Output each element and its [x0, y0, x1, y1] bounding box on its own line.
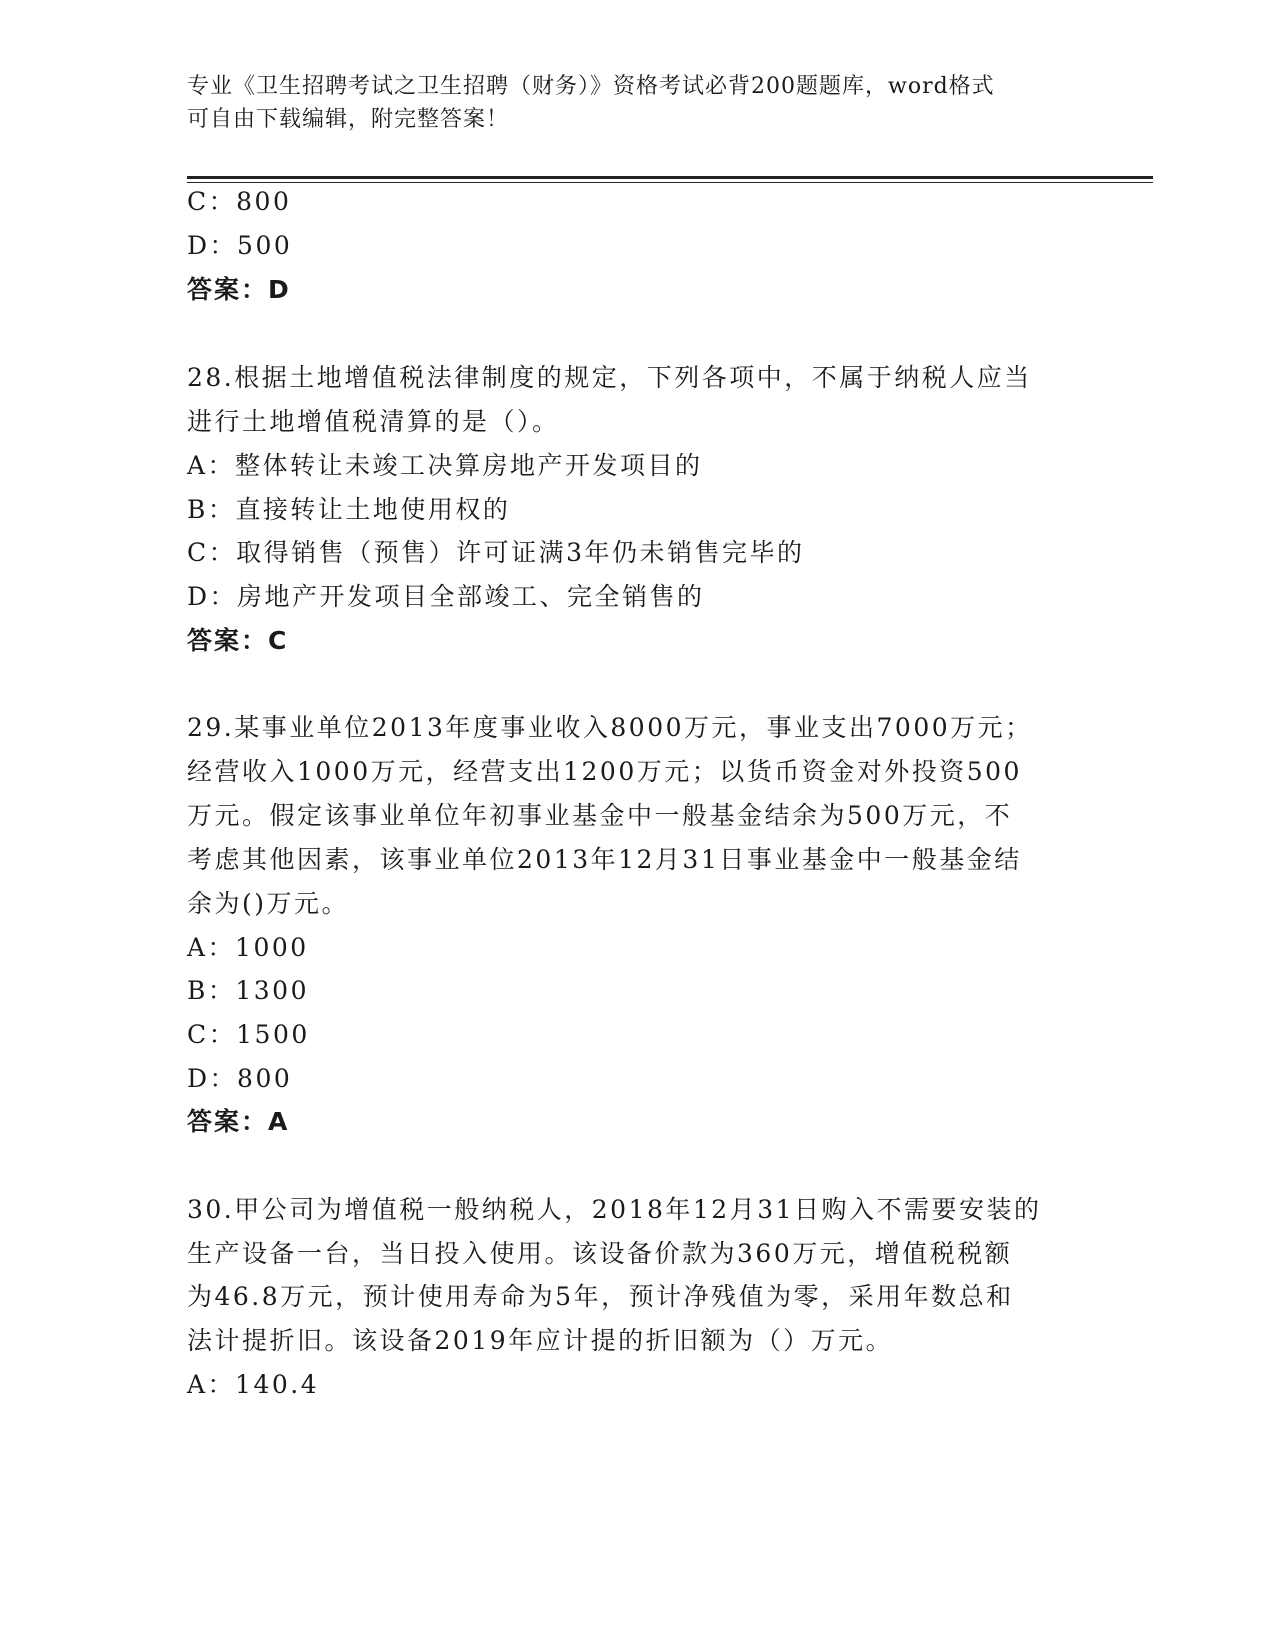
q27-option-c: C：800	[187, 187, 292, 216]
q29-option-a: A：1000	[187, 933, 309, 962]
header-divider-thick	[187, 176, 1153, 179]
q29-stem-line-1: 29.某事业单位2013年度事业收入8000万元，事业支出7000万元；	[187, 713, 1033, 742]
q28-answer: 答案：C	[187, 626, 289, 655]
q28-option-a: A：整体转让未竣工决算房地产开发项目的	[187, 451, 703, 480]
q29-option-c: C：1500	[187, 1020, 310, 1049]
header-text	[187, 70, 1067, 136]
q30-stem-line-4: 法计提折旧。该设备2019年应计提的折旧额为（）万元。	[187, 1326, 894, 1355]
q28-stem-line-1: 28.根据土地增值税法律制度的规定，下列各项中，不属于纳税人应当	[187, 363, 1032, 392]
q30-option-a: A：140.4	[187, 1370, 320, 1399]
q29-stem-line-2: 经营收入1000万元，经营支出1200万元；以货币资金对外投资500	[187, 757, 1022, 786]
q29-option-d: D：800	[187, 1064, 293, 1093]
q29-option-b: B：1300	[187, 976, 309, 1005]
q27-option-d: D：500	[187, 231, 293, 260]
q27-answer: 答案：D	[187, 275, 291, 304]
q29-stem-line-4: 考虑其他因素，该事业单位2013年12月31日事业基金中一般基金结	[187, 845, 1022, 874]
q29-stem-line-3: 万元。假定该事业单位年初事业基金中一般基金结余为500万元，不	[187, 801, 1013, 830]
q30-stem-line-2: 生产设备一台，当日投入使用。该设备价款为360万元，增值税税额	[187, 1239, 1013, 1268]
q28-option-c: C：取得销售（预售）许可证满3年仍未销售完毕的	[187, 538, 805, 567]
q30-stem-line-1: 30.甲公司为增值税一般纳税人，2018年12月31日购入不需要安装的	[187, 1195, 1042, 1224]
header-line-2: 可自由下载编辑，附完整答案！	[187, 107, 510, 132]
header-line-1: 专业《卫生招聘考试之卫生招聘（财务）》资格考试必背200题题库，word格式	[187, 74, 995, 99]
q28-option-d: D：房地产开发项目全部竣工、完全销售的	[187, 582, 705, 611]
q28-stem-line-2: 进行土地增值税清算的是（）。	[187, 407, 560, 436]
header-divider-thin	[187, 182, 1153, 183]
q29-stem-line-5: 余为()万元。	[187, 889, 350, 918]
q28-option-b: B：直接转让土地使用权的	[187, 495, 511, 524]
q30-stem-line-3: 为46.8万元，预计使用寿命为5年，预计净残值为零，采用年数总和	[187, 1282, 1014, 1311]
q29-answer: 答案：A	[187, 1107, 290, 1136]
